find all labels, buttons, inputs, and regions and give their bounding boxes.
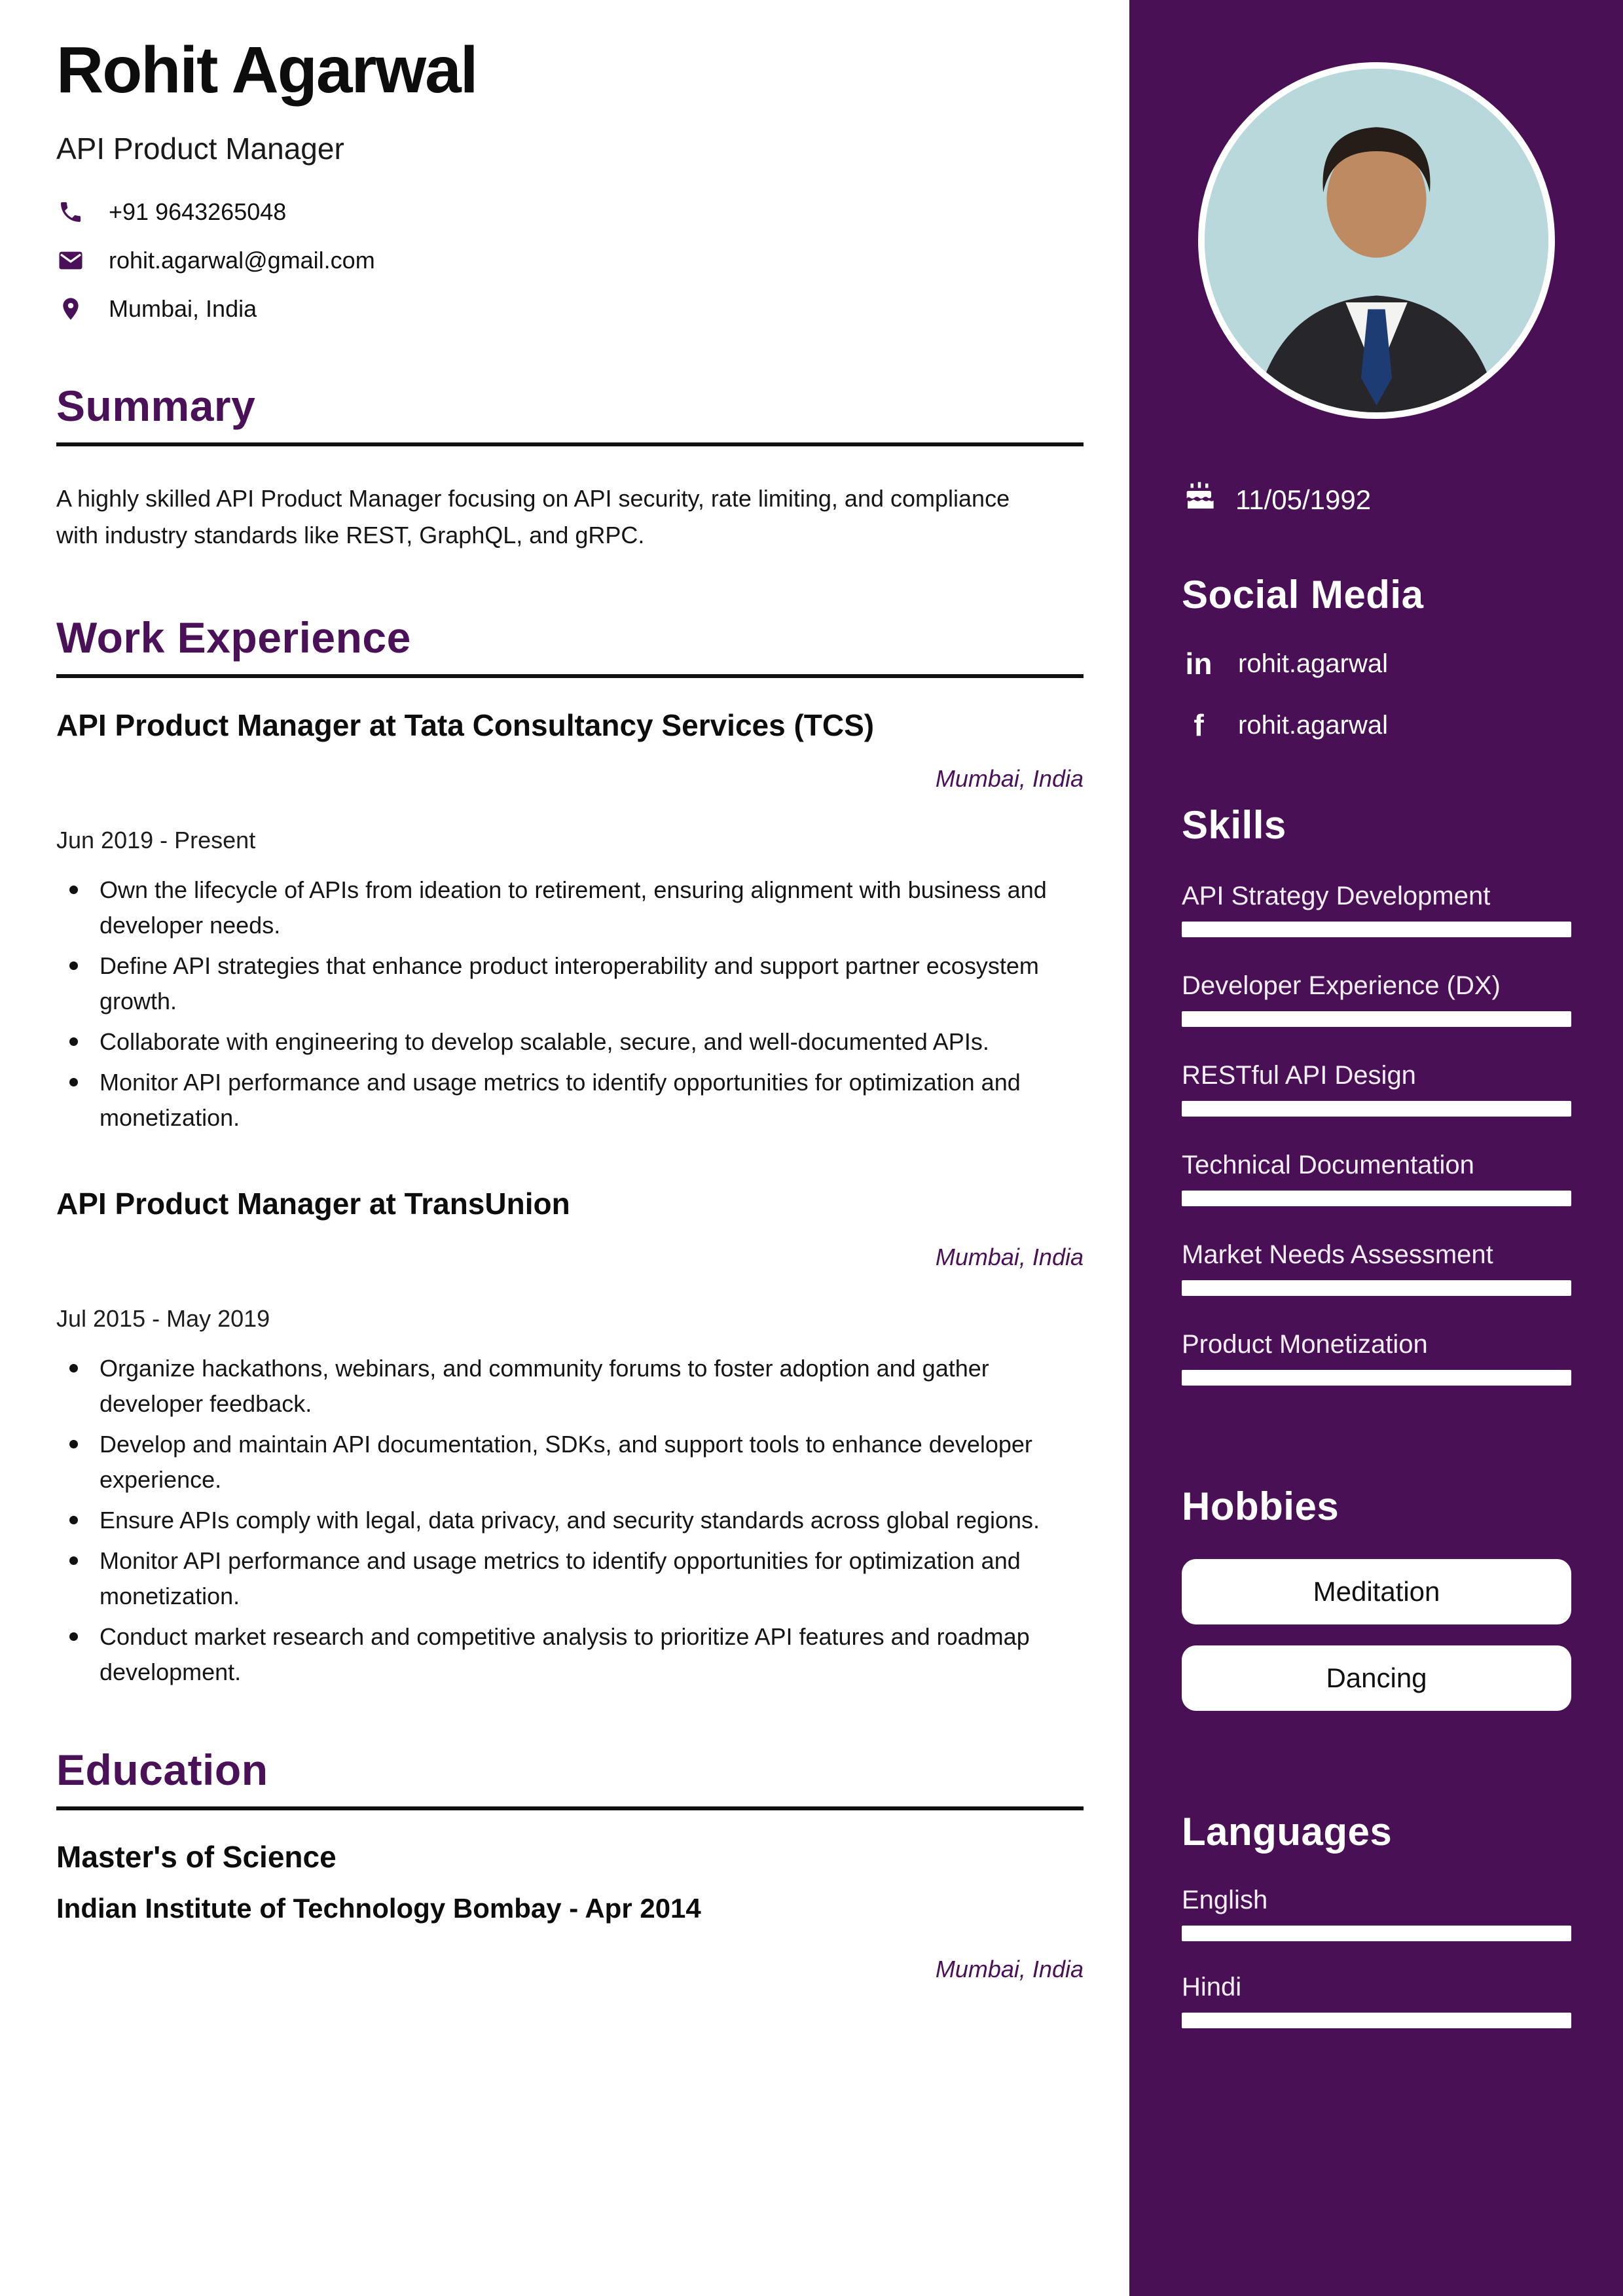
skill-label: Market Needs Assessment: [1182, 1240, 1493, 1269]
degree-title: Master's of Science: [56, 1839, 337, 1874]
linkedin-handle[interactable]: rohit.agarwal: [1238, 649, 1389, 678]
summary-text: A highly skilled API Product Manager focusing on API security, rate limiting, and compliance with industry standards like REST, GraphQL, and gRPC.: [56, 485, 1010, 548]
skill-item: [1182, 1061, 1571, 1117]
location-icon: [56, 295, 85, 323]
job-bullet: Define API strategies that enhance product interoperability and support partner ecosystem growth.: [56, 948, 1084, 1019]
job-bullet: Ensure APIs comply with legal, data privacy, and security standards across global regions.: [56, 1503, 1084, 1538]
social-media-heading: Social Media: [1182, 573, 1424, 617]
skill-bar-fill: [1182, 1011, 1571, 1027]
languages-section: [1182, 1809, 1571, 2028]
section-divider: [56, 1806, 1084, 1810]
skill-bar-fill: [1182, 1191, 1571, 1206]
hobby-pill: Dancing: [1182, 1645, 1571, 1711]
birthday-value: 11/05/1992: [1235, 484, 1372, 515]
skill-bar: [1182, 1101, 1571, 1117]
work-experience-heading: Work Experience: [56, 613, 411, 662]
language-label: Hindi: [1182, 1973, 1242, 2001]
social-media-section: [1182, 572, 1571, 740]
skill-bar: [1182, 1011, 1571, 1027]
job-entry: [56, 1181, 1084, 1690]
skill-item: [1182, 1151, 1571, 1206]
sidebar: [1129, 0, 1623, 2296]
job-bullet: Develop and maintain API documentation, SDKs, and support tools to enhance developer experience.: [56, 1427, 1084, 1498]
skill-bar: [1182, 1370, 1571, 1386]
language-bar-fill: [1182, 2013, 1571, 2028]
job-location: Mumbai, India: [935, 1243, 1084, 1270]
skill-bar: [1182, 1191, 1571, 1206]
skill-bar-fill: [1182, 1101, 1571, 1117]
job-entry: [56, 703, 1084, 1136]
skill-label: Technical Documentation: [1182, 1151, 1474, 1179]
email-icon: [56, 246, 85, 275]
skill-label: RESTful API Design: [1182, 1061, 1416, 1090]
birthday-row: [1182, 479, 1571, 521]
languages-heading: Languages: [1182, 1810, 1393, 1854]
person-name: Rohit Agarwal: [56, 33, 477, 107]
skill-label: Developer Experience (DX): [1182, 971, 1501, 1000]
skill-item: [1182, 882, 1571, 937]
language-item: [1182, 1973, 1571, 2028]
job-bullet: Own the lifecycle of APIs from ideation to retirement, ensuring alignment with business and developer needs.: [56, 872, 1084, 943]
job-bullet: Monitor API performance and usage metrics to identify opportunities for optimization and monetization.: [56, 1065, 1084, 1136]
skill-item: [1182, 1330, 1571, 1386]
job-bullet: Organize hackathons, webinars, and community forums to foster adoption and gather developer feedback.: [56, 1351, 1084, 1422]
job-bullet-list: [56, 1351, 1084, 1690]
contact-list: [56, 198, 1084, 323]
skill-bar-fill: [1182, 922, 1571, 937]
job-bullet: Monitor API performance and usage metrics to identify opportunities for optimization and monetization.: [56, 1543, 1084, 1614]
skills-heading: Skills: [1182, 803, 1286, 847]
phone-icon: [56, 198, 85, 226]
hobbies-heading: Hobbies: [1182, 1484, 1340, 1528]
education-location: Mumbai, India: [935, 1955, 1084, 1982]
birthday-cake-icon: [1182, 479, 1217, 521]
education-section: [56, 1745, 1084, 1983]
skill-bar-fill: [1182, 1370, 1571, 1386]
location-row: [56, 295, 1084, 323]
language-item: [1182, 1886, 1571, 1941]
skill-label: API Strategy Development: [1182, 882, 1491, 910]
skill-item: [1182, 1240, 1571, 1296]
facebook-handle[interactable]: rohit.agarwal: [1238, 710, 1389, 740]
facebook-icon: f: [1194, 708, 1204, 742]
school-name: Indian Institute of Technology Bombay - Apr 2014: [56, 1892, 701, 1924]
language-bar: [1182, 2013, 1571, 2028]
linkedin-row: [1182, 649, 1571, 679]
job-location: Mumbai, India: [935, 764, 1084, 792]
profile-photo: [1198, 62, 1555, 419]
job-title: API Product Manager at Tata Consultancy Services (TCS): [56, 708, 875, 742]
job-dates: Jun 2019 - Present: [56, 826, 256, 853]
linkedin-icon: in: [1185, 647, 1213, 681]
job-bullet: Collaborate with engineering to develop scalable, secure, and well-documented APIs.: [56, 1024, 1084, 1060]
work-experience-section: [56, 613, 1084, 1690]
skill-bar: [1182, 922, 1571, 937]
phone-value[interactable]: +91 9643265048: [109, 198, 287, 225]
hobby-pill: Meditation: [1182, 1559, 1571, 1624]
language-bar: [1182, 1926, 1571, 1941]
summary-heading: Summary: [56, 382, 256, 430]
job-bullet: Conduct market research and competitive analysis to prioritize API features and roadmap development.: [56, 1619, 1084, 1690]
job-title: API Product Manager at TransUnion: [56, 1186, 570, 1221]
section-divider: [56, 674, 1084, 678]
education-heading: Education: [56, 1745, 268, 1794]
email-row: [56, 246, 1084, 275]
location-value: Mumbai, India: [109, 295, 257, 322]
language-label: English: [1182, 1886, 1268, 1914]
skills-section: [1182, 802, 1571, 1386]
skill-item: [1182, 971, 1571, 1027]
profile-photo-illustration: [1205, 69, 1548, 412]
job-bullet-list: [56, 872, 1084, 1136]
person-job-title: API Product Manager: [56, 132, 344, 166]
email-value[interactable]: rohit.agarwal@gmail.com: [109, 247, 375, 274]
hobbies-section: [1182, 1484, 1571, 1711]
section-divider: [56, 442, 1084, 446]
language-bar-fill: [1182, 1926, 1571, 1941]
facebook-row: [1182, 710, 1571, 740]
skill-bar-fill: [1182, 1280, 1571, 1296]
summary-section: [56, 381, 1084, 554]
skill-label: Product Monetization: [1182, 1330, 1428, 1359]
phone-row: [56, 198, 1084, 226]
job-dates: Jul 2015 - May 2019: [56, 1304, 270, 1332]
skill-bar: [1182, 1280, 1571, 1296]
